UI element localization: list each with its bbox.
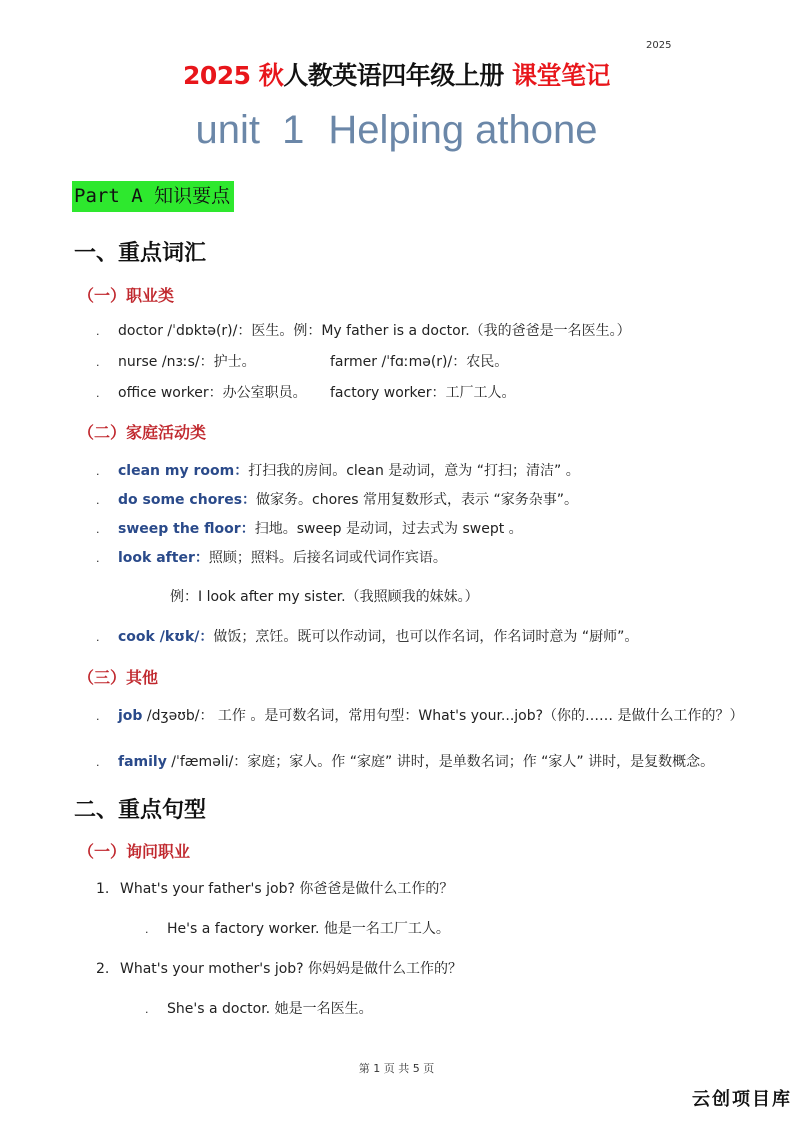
list-item (96, 751, 714, 771)
list-item (96, 707, 748, 726)
bullet: . (96, 494, 100, 507)
definition: /dʒəʊb/： 工作 。是可数名词，常用句型：What's your...job?（你的…… 是做什么工作的？） (142, 708, 744, 724)
keyword: look after： (118, 550, 209, 566)
bullet: . (96, 631, 100, 644)
list-item (96, 351, 596, 371)
unit-title (0, 108, 793, 153)
vocab-doctor: doctor /ˈdɒktə(r)/：医生。例：My father is a doctor.（我的爸爸是一名医生。） (118, 323, 631, 339)
subheading-others: （三）其他 (78, 668, 159, 687)
keyword: job (118, 708, 143, 724)
page-title (0, 56, 793, 92)
unit-name: Helping athone (328, 108, 598, 152)
bullet: . (96, 756, 100, 769)
bullet: . (96, 523, 100, 536)
definition: 扫地。sweep 是动词，过去式为 swept 。 (254, 521, 523, 537)
question-text: What's your mother's job? 你妈妈是做什么工作的？ (120, 961, 463, 977)
list-item (96, 626, 638, 646)
bullet: . (96, 387, 100, 400)
keyword: clean my room： (118, 463, 249, 479)
list-item (96, 489, 578, 509)
vocab-farmer: farmer /ˈfɑːmə(r)/：农民。 (330, 354, 509, 370)
unit-number: unit 1 (195, 108, 305, 152)
vocab-factory-worker: factory worker：工厂工人。 (330, 385, 516, 401)
subheading-occupations: （一）职业类 (78, 286, 175, 305)
answer-text: He's a factory worker. 他是一名工厂工人。 (167, 921, 450, 937)
vocab-nurse: nurse /nɜːs/：护士。 (118, 354, 256, 370)
title-year-season: 2025 秋 (182, 61, 284, 90)
title-book: 人教英语四年级上册 (283, 61, 504, 90)
bullet: . (96, 356, 100, 369)
list-item (96, 547, 447, 567)
list-item (96, 320, 631, 340)
answer-text: She's a doctor. 她是一名医生。 (167, 1001, 373, 1017)
definition: 做家务。chores 常用复数形式，表示 “家务杂事”。 (256, 492, 578, 508)
page-number: 第 1 页 共 5 页 (358, 1062, 435, 1075)
question-text: What's your father's job? 你爸爸是做什么工作的？ (120, 881, 454, 897)
list-item (96, 460, 580, 480)
brand-watermark: 云创项目库 (692, 1089, 792, 1110)
section-heading-sentences: 二、重点句型 (74, 798, 207, 823)
keyword: do some chores： (118, 492, 257, 508)
answer-item (145, 998, 373, 1018)
answer-item (145, 918, 450, 938)
keyword: family (118, 754, 167, 770)
corner-year: 2025 (646, 40, 672, 51)
part-a-label: Part A 知识要点 (72, 181, 234, 212)
bullet: . (145, 1003, 149, 1016)
definition: 打扫我的房间。clean 是动词，意为 “打扫；清洁” 。 (248, 463, 580, 479)
item-number: 2. (96, 961, 110, 977)
subheading-ask-job: （一）询问职业 (78, 842, 191, 861)
bullet: . (96, 710, 100, 723)
list-item (96, 382, 596, 402)
bullet: . (96, 465, 100, 478)
bullet: . (96, 552, 100, 565)
vocab-office-worker: office worker：办公室职员。 (118, 385, 307, 401)
section-heading-vocabulary: 一、重点词汇 (74, 241, 207, 266)
bullet: . (145, 923, 149, 936)
numbered-item (96, 878, 453, 898)
item-number: 1. (96, 881, 110, 897)
list-item (96, 518, 523, 538)
keyword: cook /kʊk/： (118, 629, 214, 645)
example-sentence: 例：I look after my sister.（我照顾我的妹妹。） (170, 589, 479, 605)
keyword: sweep the floor： (118, 521, 255, 537)
title-notes: 课堂笔记 (512, 61, 611, 90)
definition: /ˈfæməli/：家庭；家人。作 “家庭” 讲时，是单数名词；作 “家人” 讲时，是复数概念。 (166, 754, 715, 770)
definition: 做饭；烹饪。既可以作动词，也可以作名词，作名词时意为 “厨师”。 (213, 629, 639, 645)
definition: 照顾；照料。后接名词或代词作宾语。 (208, 550, 447, 566)
bullet: . (96, 325, 100, 338)
numbered-item (96, 958, 462, 978)
subheading-household: （二）家庭活动类 (78, 423, 207, 442)
